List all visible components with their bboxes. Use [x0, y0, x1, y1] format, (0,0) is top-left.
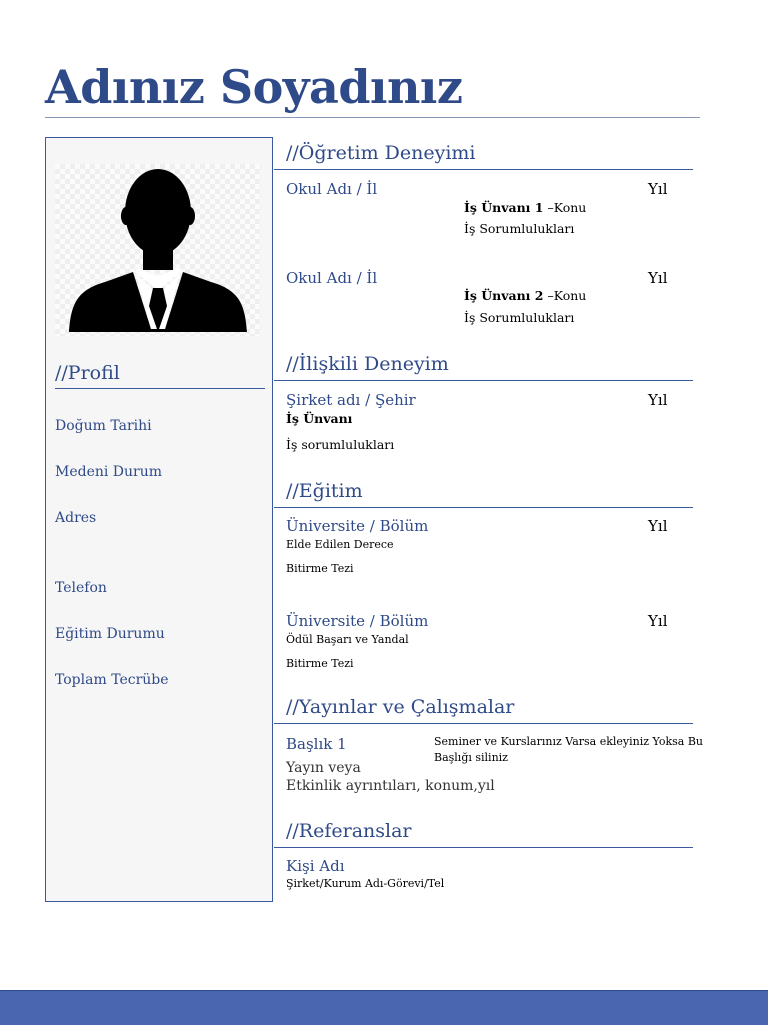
publications-heading: //Yayınlar ve Çalışmalar	[286, 696, 515, 718]
publication-detail-2: Etkinlik ayrıntıları, konum,yıl	[286, 778, 495, 794]
job-title: İş Ünvanı 1	[464, 200, 544, 215]
related-year: Yıl	[648, 391, 668, 409]
teaching-school-2: Okul Adı / İl	[286, 269, 378, 287]
resume-name: Adınız Soyadınız	[45, 60, 463, 114]
marital-status-label: Medeni Durum	[55, 464, 163, 480]
reference-detail: Şirket/Kurum Adı-Görevi/Tel	[286, 877, 445, 890]
publication-detail-1: Yayın veya	[286, 760, 361, 776]
education-heading: //Eğitim	[286, 480, 363, 502]
teaching-duties-1: İş Sorumlulukları	[464, 221, 575, 236]
publications-divider	[274, 723, 693, 724]
education-school-2: Üniversite / Bölüm	[286, 612, 429, 630]
publication-title: Başlık 1	[286, 735, 347, 753]
education-thesis-2: Bitirme Tezi	[286, 657, 354, 670]
related-job-title: İş Ünvanı	[286, 411, 353, 426]
person-silhouette-icon	[55, 164, 261, 336]
job-title: İş Ünvanı 2	[464, 288, 544, 303]
teaching-job-2	[464, 288, 586, 303]
education-divider	[274, 507, 693, 508]
teaching-job-1	[464, 200, 586, 215]
footer-bar	[0, 990, 768, 1025]
education-thesis-1: Bitirme Tezi	[286, 562, 354, 575]
teaching-duties-2: İş Sorumlulukları	[464, 310, 575, 325]
total-experience-label: Toplam Tecrübe	[55, 672, 169, 688]
education-status-label: Eğitim Durumu	[55, 626, 165, 642]
sidebar-panel	[45, 137, 273, 902]
birth-date-label: Doğum Tarihi	[55, 418, 152, 434]
teaching-year-2: Yıl	[648, 269, 668, 287]
job-topic: –Konu	[543, 200, 587, 215]
education-degree: Elde Edilen Derece	[286, 538, 394, 551]
teaching-heading: //Öğretim Deneyimi	[286, 142, 476, 164]
related-divider	[274, 380, 693, 381]
profile-divider	[55, 388, 265, 389]
references-divider	[274, 847, 693, 848]
publication-note-2: Başlığı siliniz	[434, 751, 508, 764]
related-duties: İş sorumlulukları	[286, 437, 395, 452]
profile-heading: //Profil	[55, 362, 120, 384]
job-topic: –Konu	[543, 288, 587, 303]
education-year-1: Yıl	[648, 517, 668, 535]
teaching-year-1: Yıl	[648, 180, 668, 198]
related-heading: //İlişkili Deneyim	[286, 353, 449, 375]
profile-photo-placeholder	[55, 164, 261, 336]
publication-note-1: Seminer ve Kurslarınız Varsa ekleyiniz Yoksa Bu	[434, 735, 704, 748]
related-company: Şirket adı / Şehir	[286, 391, 416, 409]
teaching-divider	[274, 169, 693, 170]
references-heading: //Referanslar	[286, 820, 412, 842]
address-label: Adres	[55, 510, 97, 526]
education-school-1: Üniversite / Bölüm	[286, 517, 429, 535]
education-award: Ödül Başarı ve Yandal	[286, 633, 409, 646]
reference-person: Kişi Adı	[286, 857, 345, 875]
teaching-school-1: Okul Adı / İl	[286, 180, 378, 198]
phone-label: Telefon	[55, 580, 107, 596]
education-year-2: Yıl	[648, 612, 668, 630]
title-divider	[45, 117, 700, 118]
